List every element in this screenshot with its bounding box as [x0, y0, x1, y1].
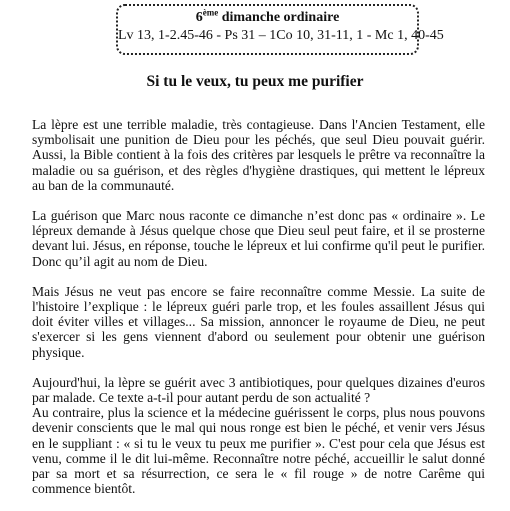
paragraph-1: La lèpre est une terrible maladie, très contagieuse. Dans l'Ancien Testament, elle symbolisait une punition de Dieu pour les péchés, que seul Dieu pouvait guérir. Aussi, la Bible contient à la fois des critères par lesquels le prêtre va reconnaître la maladie ou sa guérison, et des règles d'hygiène drastiques, qui mettent le lépreux au ban de la communauté. [32, 117, 485, 193]
paragraph-2: La guérison que Marc nous raconte ce dimanche n’est donc pas « ordinaire ». Le lépreux demande à Jésus quelque chose que Dieu seul peut faire, et il se prosterne devant lui. Jésus, en réponse, touche le lépreux et lui confirme qu'il peut le purifier. Donc qu’il agit au nom de Dieu. [32, 208, 485, 269]
paragraph-4: Aujourd'hui, la lèpre se guérit avec 3 antibiotiques, pour quelques dizaines d'euros par malade. Ce texte a-t-il pour autant perdu de son actualité ? [32, 374, 485, 406]
header-box [116, 4, 444, 55]
header-title [118, 9, 417, 26]
paragraph-3: Mais Jésus ne veut pas encore se faire reconnaître comme Messie. La suite de l'histoire l’explique : le lépreux guéri parle trop, et les foules assaillent Jésus qui doit éviter villes et villages... Sa mission, annoncer le royaume de Dieu, ne peut s'exercer si les gens viennent d'abord ou seulement pour obtenir une guérison physique. [32, 283, 485, 360]
paragraph-5: Au contraire, plus la science et la médecine guérissent le corps, plus nous pouvons devenir conscients que le mal qui nous ronge est bien le péché, et venir vers Jésus en le suppliant : « si tu le veux tu peux me purifier ». C'est pour cela que Jésus est venu, comme il le dit lui-même. Reconnaître notre péché, accueillir le salut donné par sa mort et sa résurrection, ce sera le « fil rouge » de notre Carême qui commence bientôt. [32, 405, 485, 497]
header-title-sup: 6ème [195, 7, 219, 25]
header-title-rest: dimanche ordinaire [218, 10, 340, 25]
body-text [32, 117, 485, 511]
header-refs: Lv 13, 1-2.45-46 - Ps 31 – 1Co 10, 31-11, 1 - Mc 1, 40-45 [118, 28, 444, 43]
page-title: Si tu le veux, tu peux me purifier [146, 73, 364, 90]
